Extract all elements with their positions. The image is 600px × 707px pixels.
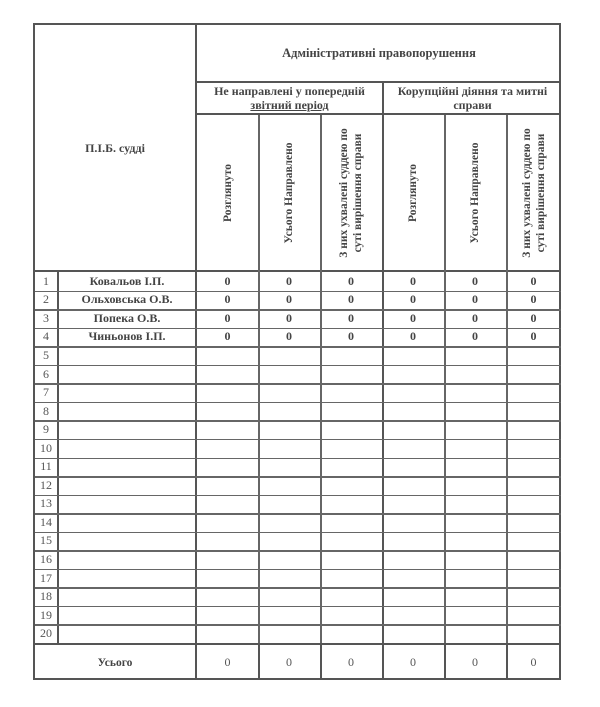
- group-header-corruption: [384, 83, 561, 113]
- value-cell: [382, 383, 444, 402]
- row-number: 12: [40, 477, 52, 492]
- report-table: [33, 23, 561, 680]
- row-number: 4: [43, 329, 49, 344]
- column-header-text: Розглянуто: [221, 163, 234, 222]
- column-header-text: З них ухвалені суддею по: [520, 127, 533, 258]
- value-cell: 0: [530, 292, 537, 307]
- value-cell: [258, 439, 320, 458]
- judge-name: Ковальов І.П.: [89, 273, 165, 288]
- value-cell: [258, 346, 320, 365]
- table-row: [35, 606, 561, 625]
- table-row: [35, 587, 561, 606]
- judge-name: [59, 402, 195, 421]
- table-row: [35, 420, 561, 439]
- value-cell: 0: [530, 329, 537, 344]
- column-header-reviewed-1: [197, 115, 258, 270]
- group-header-line1: Корупційні діяння та митні: [397, 84, 548, 98]
- row-number: 2: [43, 292, 49, 307]
- column-header-decided-2: [506, 115, 561, 270]
- value-cell: [320, 346, 382, 365]
- value-cell: [258, 476, 320, 495]
- judge-name: [59, 476, 195, 495]
- value-cell: 0: [224, 273, 231, 288]
- row-number: 5: [43, 347, 49, 362]
- judge-name: [59, 365, 195, 384]
- value-cell: 0: [286, 329, 292, 344]
- value-cell: [197, 420, 258, 439]
- main-header-text: Адміністративні правопорушення: [282, 46, 476, 60]
- value-cell: [258, 569, 320, 588]
- table-row: [35, 328, 561, 347]
- value-cell: [382, 420, 444, 439]
- table-row: [35, 513, 561, 532]
- value-cell: [197, 402, 258, 421]
- value-cell: [444, 624, 506, 643]
- value-cell: [506, 606, 561, 625]
- value-cell: [320, 495, 382, 514]
- table-row: [35, 291, 561, 310]
- column-header-total-sent-2: [444, 115, 506, 270]
- value-cell: 0: [224, 292, 231, 307]
- value-cell: [197, 624, 258, 643]
- value-cell: 0: [410, 310, 416, 325]
- value-cell: [382, 402, 444, 421]
- value-cell: 0: [530, 310, 537, 325]
- judge-name: [59, 550, 195, 569]
- value-cell: [444, 495, 506, 514]
- row-number: 8: [43, 403, 49, 418]
- row-number: 18: [40, 589, 52, 604]
- value-cell: [382, 495, 444, 514]
- value-cell: [382, 587, 444, 606]
- row-number: 10: [40, 440, 52, 455]
- value-cell: [444, 569, 506, 588]
- column-header-reviewed-2: [382, 115, 444, 270]
- value-cell: [382, 569, 444, 588]
- value-cell: [382, 532, 444, 551]
- value-cell: [382, 346, 444, 365]
- judge-name: Ольховська О.В.: [81, 292, 173, 307]
- group-header-not-sent: [197, 83, 382, 113]
- value-cell: [320, 624, 382, 643]
- table-row: [35, 383, 561, 402]
- value-cell: [444, 458, 506, 477]
- value-cell: [197, 439, 258, 458]
- value-cell: [320, 587, 382, 606]
- column-header-text: Усього Направлено: [283, 142, 295, 244]
- row-number: 20: [40, 626, 52, 641]
- judge-name: [59, 532, 195, 551]
- name-column-header: [35, 25, 195, 270]
- column-header-decided-1: [320, 115, 382, 270]
- column-header-text: Усього Направлено: [469, 142, 481, 244]
- value-cell: [444, 476, 506, 495]
- value-cell: 0: [472, 273, 478, 288]
- value-cell: [506, 569, 561, 588]
- table-row: [35, 569, 561, 588]
- row-number: 6: [43, 366, 49, 381]
- value-cell: 0: [286, 273, 292, 288]
- row-number: 9: [43, 422, 49, 437]
- value-cell: [444, 532, 506, 551]
- value-cell: [320, 606, 382, 625]
- value-cell: [444, 606, 506, 625]
- value-cell: [320, 383, 382, 402]
- value-cell: [320, 439, 382, 458]
- value-cell: [506, 365, 561, 384]
- value-cell: [320, 402, 382, 421]
- value-cell: [258, 365, 320, 384]
- value-cell: [258, 458, 320, 477]
- row-number: 1: [43, 273, 49, 288]
- judge-name: [59, 495, 195, 514]
- value-cell: [320, 513, 382, 532]
- value-cell: [506, 458, 561, 477]
- value-cell: 0: [348, 329, 354, 344]
- row-number: 3: [43, 310, 49, 325]
- value-cell: [258, 383, 320, 402]
- value-cell: [444, 365, 506, 384]
- value-cell: [197, 383, 258, 402]
- judge-name: [59, 569, 195, 588]
- value-cell: [258, 495, 320, 514]
- value-cell: 0: [472, 292, 478, 307]
- main-header: [197, 25, 561, 81]
- value-cell: [258, 532, 320, 551]
- value-cell: [258, 402, 320, 421]
- table-row: [35, 458, 561, 477]
- table-row: [35, 550, 561, 569]
- value-cell: [444, 383, 506, 402]
- value-cell: [382, 365, 444, 384]
- value-cell: 0: [348, 273, 354, 288]
- table-row: [35, 402, 561, 421]
- value-cell: [258, 550, 320, 569]
- value-cell: [382, 624, 444, 643]
- judge-name: [59, 458, 195, 477]
- column-header-text-line2: суті вирішення справи: [534, 133, 547, 252]
- row-number: 11: [40, 459, 52, 474]
- value-cell: [258, 587, 320, 606]
- row-number: 14: [40, 514, 52, 529]
- total-value-cell: 0: [530, 655, 537, 669]
- value-cell: [444, 587, 506, 606]
- value-cell: [506, 420, 561, 439]
- group-header-line2: звітний період: [250, 98, 329, 112]
- judge-name: [59, 420, 195, 439]
- value-cell: [197, 532, 258, 551]
- value-cell: [382, 606, 444, 625]
- value-cell: [197, 346, 258, 365]
- value-cell: [320, 365, 382, 384]
- value-cell: [197, 476, 258, 495]
- table-row: [35, 346, 561, 365]
- table-row: [35, 439, 561, 458]
- table-row: [35, 365, 561, 384]
- judge-name: [59, 346, 195, 365]
- row-number: 7: [43, 385, 49, 400]
- value-cell: [506, 624, 561, 643]
- value-cell: [506, 495, 561, 514]
- value-cell: [444, 420, 506, 439]
- value-cell: 0: [472, 310, 478, 325]
- value-cell: [320, 476, 382, 495]
- table-row: [35, 476, 561, 495]
- table-row: [35, 624, 561, 643]
- value-cell: [444, 346, 506, 365]
- value-cell: [197, 569, 258, 588]
- column-header-text-line2: суті вирішення справи: [352, 133, 364, 252]
- value-cell: [320, 550, 382, 569]
- value-cell: [382, 439, 444, 458]
- value-cell: 0: [410, 329, 416, 344]
- value-cell: [506, 532, 561, 551]
- value-cell: [506, 439, 561, 458]
- total-value-cell: 0: [410, 655, 416, 669]
- total-value-cell: 0: [286, 655, 292, 669]
- judge-name: [59, 383, 195, 402]
- column-header-text: З них ухвалені суддею по: [338, 127, 350, 258]
- value-cell: [506, 346, 561, 365]
- value-cell: [197, 458, 258, 477]
- group-header-line2: справи: [453, 98, 492, 112]
- value-cell: [320, 458, 382, 477]
- total-value-cell: 0: [348, 655, 354, 669]
- total-value-cell: 0: [224, 655, 231, 669]
- value-cell: [197, 606, 258, 625]
- judge-name: [59, 587, 195, 606]
- value-cell: [506, 476, 561, 495]
- column-header-text: Розглянуто: [407, 163, 419, 222]
- value-cell: [258, 606, 320, 625]
- value-cell: [444, 550, 506, 569]
- value-cell: [382, 513, 444, 532]
- value-cell: [506, 550, 561, 569]
- row-number: 17: [40, 570, 52, 585]
- value-cell: [444, 513, 506, 532]
- judge-name: [59, 606, 195, 625]
- value-cell: 0: [410, 273, 416, 288]
- value-cell: [444, 439, 506, 458]
- total-row-label: [35, 645, 195, 680]
- judge-name: Попека О.В.: [93, 310, 161, 325]
- value-cell: [197, 513, 258, 532]
- value-cell: 0: [286, 292, 292, 307]
- table-row: [35, 495, 561, 514]
- value-cell: [197, 587, 258, 606]
- column-header-total-sent-1: [258, 115, 320, 270]
- row-number: 16: [40, 552, 52, 567]
- value-cell: 0: [472, 329, 478, 344]
- table-row: [35, 272, 561, 291]
- value-cell: [258, 420, 320, 439]
- name-header-text: П.І.Б. судді: [85, 140, 145, 155]
- table-row: [35, 532, 561, 551]
- judge-name: [59, 624, 195, 643]
- value-cell: [444, 402, 506, 421]
- table-row: [35, 309, 561, 328]
- value-cell: [197, 365, 258, 384]
- row-number: 13: [40, 496, 52, 511]
- value-cell: [197, 495, 258, 514]
- value-cell: [382, 458, 444, 477]
- value-cell: [506, 587, 561, 606]
- row-number: 15: [40, 533, 52, 548]
- judge-name: [59, 439, 195, 458]
- value-cell: 0: [530, 273, 537, 288]
- value-cell: [506, 383, 561, 402]
- value-cell: 0: [224, 310, 231, 325]
- value-cell: [382, 550, 444, 569]
- value-cell: 0: [224, 329, 231, 344]
- value-cell: 0: [410, 292, 416, 307]
- group-header-line1: Не направлені у попередній: [214, 84, 365, 98]
- row-number: 19: [40, 607, 52, 622]
- judge-name: Чиньонов І.П.: [88, 329, 166, 344]
- value-cell: [382, 476, 444, 495]
- total-value-cell: 0: [472, 655, 478, 669]
- value-cell: [258, 513, 320, 532]
- value-cell: [320, 569, 382, 588]
- value-cell: 0: [348, 310, 354, 325]
- total-label-text: Усього: [97, 656, 133, 669]
- value-cell: [506, 513, 561, 532]
- value-cell: [320, 532, 382, 551]
- value-cell: 0: [348, 292, 354, 307]
- value-cell: 0: [286, 310, 292, 325]
- value-cell: [197, 550, 258, 569]
- value-cell: [506, 402, 561, 421]
- judge-name: [59, 513, 195, 532]
- value-cell: [258, 624, 320, 643]
- value-cell: [320, 420, 382, 439]
